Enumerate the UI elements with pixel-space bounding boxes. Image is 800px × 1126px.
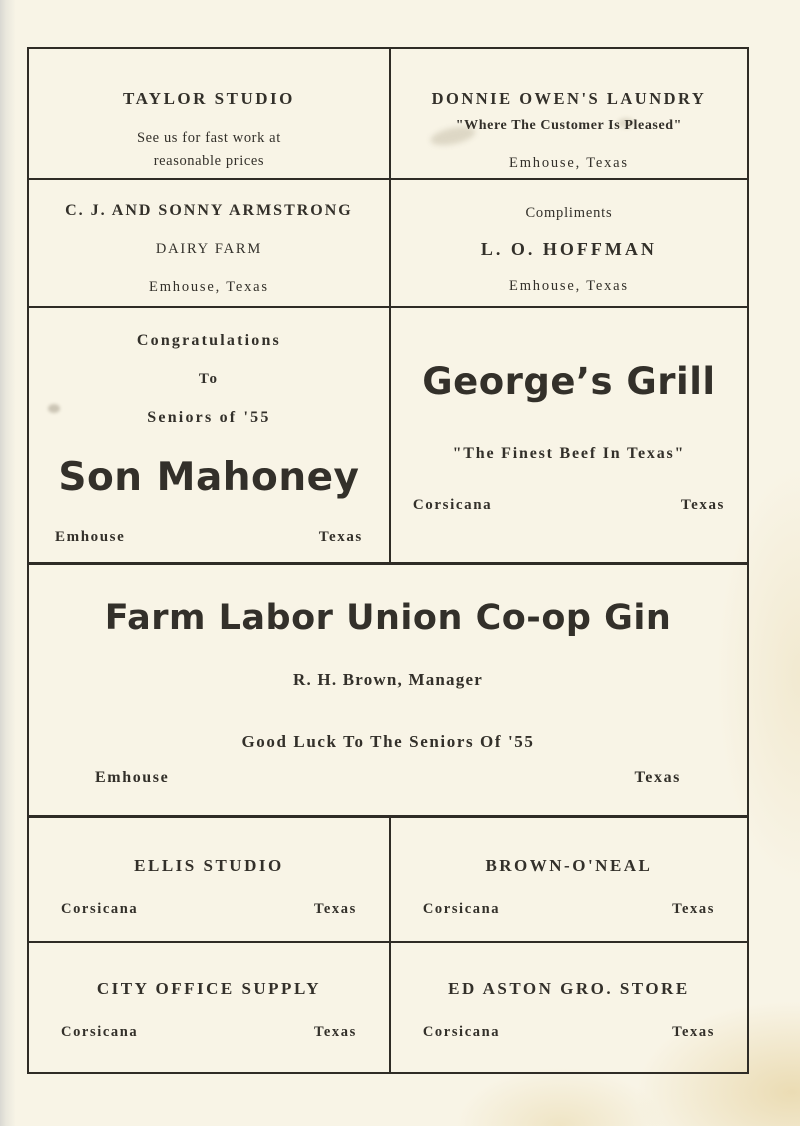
ad-location: Emhouse, Texas: [509, 278, 629, 294]
ads-grid-frame: [27, 47, 749, 1074]
ad-title: CITY OFFICE SUPPLY: [96, 979, 321, 998]
ad-state: Texas: [672, 901, 715, 917]
ad-brown-oneal: [391, 818, 747, 941]
ad-ed-aston-gro-store: [391, 943, 747, 1072]
ad-title: ELLIS STUDIO: [134, 856, 284, 875]
ad-title: TAYLOR STUDIO: [123, 89, 295, 108]
ad-manager: R. H. Brown, Manager: [293, 670, 483, 689]
ad-city: Corsicana: [422, 901, 501, 917]
ad-city: Corsicana: [412, 497, 493, 513]
ad-location: Emhouse, Texas: [509, 155, 629, 171]
ad-city-state: [29, 529, 389, 546]
ad-city-office-supply: [29, 943, 391, 1072]
ad-state: Texas: [318, 529, 363, 545]
ad-city-state: [391, 497, 747, 514]
ad-donnie-owens-laundry: [391, 49, 747, 178]
ad-city-state: [391, 1024, 747, 1041]
ad-title: DONNIE OWEN'S LAUNDRY: [431, 89, 707, 108]
ad-farm-labor-union: [29, 565, 747, 815]
ad-line: reasonable prices: [153, 153, 265, 169]
ad-city: Emhouse: [55, 529, 126, 545]
ad-title: C. J. AND SONNY ARMSTRONG: [65, 202, 353, 219]
ad-city: Emhouse: [95, 769, 170, 786]
ad-location: Emhouse, Texas: [149, 279, 269, 295]
ads-row-3: [29, 306, 747, 562]
ad-title: George’s Grill: [422, 360, 716, 403]
ad-georges-grill: [391, 308, 747, 562]
ad-tagline: Good Luck To The Seniors Of '55: [241, 732, 535, 751]
ad-title: ED ASTON GRO. STORE: [448, 979, 690, 998]
ad-line: Congratulations: [136, 332, 281, 349]
ad-city: Corsicana: [422, 1024, 501, 1040]
ad-title: BROWN-O'NEAL: [485, 856, 653, 875]
ads-row-1: [29, 49, 747, 178]
ad-taylor-studio: [29, 49, 391, 178]
ad-title: Son Mahoney: [58, 455, 360, 500]
ad-compliments: Compliments: [525, 205, 613, 221]
ad-line: To: [198, 371, 219, 387]
ads-row-6: [29, 941, 747, 1072]
ad-city-state: [391, 901, 747, 918]
ad-city: Corsicana: [61, 901, 139, 917]
ad-son-mahoney: [29, 308, 391, 562]
ad-state: Texas: [672, 1024, 715, 1040]
ad-title: L. O. HOFFMAN: [480, 239, 657, 259]
ad-city: Corsicana: [61, 1024, 139, 1040]
ad-title: Farm Labor Union Co-op Gin: [104, 598, 672, 638]
ad-line: See us for fast work at: [136, 130, 281, 146]
ad-hoffman: [391, 180, 747, 306]
ad-tagline: "Where The Customer Is Pleased": [455, 118, 683, 133]
ad-armstrong-dairy: [29, 180, 391, 306]
ad-subtitle: DAIRY FARM: [155, 241, 263, 257]
ad-state: Texas: [313, 901, 357, 917]
ads-row-4: [29, 562, 747, 815]
ad-city-state: [29, 901, 389, 918]
ad-state: Texas: [313, 1024, 357, 1040]
ad-state: Texas: [634, 769, 681, 786]
ads-row-2: [29, 178, 747, 306]
ad-city-state: [29, 1024, 389, 1041]
ad-ellis-studio: [29, 818, 391, 941]
ad-city-state: [29, 769, 747, 787]
ad-state: Texas: [680, 497, 725, 513]
ad-line: Seniors of '55: [147, 409, 271, 426]
ad-tagline: "The Finest Beef In Texas": [452, 445, 686, 462]
ads-row-5: [29, 815, 747, 941]
